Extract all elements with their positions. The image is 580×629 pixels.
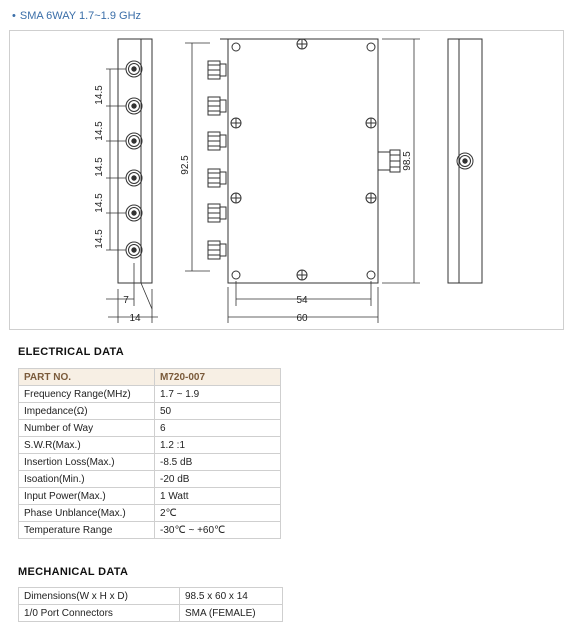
top-view-body: [220, 39, 378, 283]
row-value: 98.5 x 60 x 14: [180, 588, 283, 605]
height-label: 98.5: [402, 151, 413, 171]
hole-span-label: 54: [296, 295, 308, 306]
pitch-label-4: 14.5: [94, 193, 105, 213]
bullet-icon: •: [12, 10, 16, 22]
part-no-value: M720-007: [155, 369, 281, 386]
table-row: [19, 420, 281, 437]
row-label: Frequency Range(MHz): [19, 386, 155, 403]
table-row: [19, 437, 281, 454]
row-label: S.W.R(Max.): [19, 437, 155, 454]
row-value: 50: [155, 403, 281, 420]
row-value: -20 dB: [155, 471, 281, 488]
row-value: 1.7 ~ 1.9: [155, 386, 281, 403]
mechanical-data-title: MECHANICAL DATA: [18, 566, 129, 578]
table-row: [19, 522, 281, 539]
page-title: [12, 10, 141, 22]
pitch-label-1: 14.5: [94, 85, 105, 105]
port-span-label: 92.5: [180, 155, 191, 175]
side-view-right: [448, 39, 482, 283]
row-value: -30℃ ~ +60℃: [155, 522, 281, 539]
row-label: Phase Unblance(Max.): [19, 505, 155, 522]
row-value: 1.2 :1: [155, 437, 281, 454]
mechanical-table: [18, 587, 283, 622]
table-row: [19, 488, 281, 505]
electrical-table: [18, 368, 281, 539]
row-value: 6: [155, 420, 281, 437]
table-row: [19, 454, 281, 471]
row-value: -8.5 dB: [155, 454, 281, 471]
row-label: Temperature Range: [19, 522, 155, 539]
row-value: 2℃: [155, 505, 281, 522]
connector-offset-label: 7: [123, 295, 129, 306]
electrical-data-title: ELECTRICAL DATA: [18, 346, 124, 358]
mechanical-drawing: [10, 31, 563, 329]
row-label: Dimensions(W x H x D): [19, 588, 180, 605]
table-row: [19, 386, 281, 403]
side-width-label: 14: [129, 313, 141, 324]
table-row: [19, 588, 283, 605]
table-row: [19, 471, 281, 488]
table-row: [19, 505, 281, 522]
table-header-row: [19, 369, 281, 386]
row-label: Number of Way: [19, 420, 155, 437]
pitch-label-5: 14.5: [94, 229, 105, 249]
row-label: 1/0 Port Connectors: [19, 605, 180, 622]
table-row: [19, 403, 281, 420]
row-label: Impedance(Ω): [19, 403, 155, 420]
output-ports: [208, 61, 226, 259]
page-title-text: SMA 6WAY 1.7~1.9 GHz: [19, 10, 142, 22]
pitch-label-2: 14.5: [94, 121, 105, 141]
drawing-panel: [9, 30, 564, 330]
row-label: Isoation(Min.): [19, 471, 155, 488]
table-row: [19, 605, 283, 622]
pitch-label-3: 14.5: [94, 157, 105, 177]
row-value: 1 Watt: [155, 488, 281, 505]
part-no-label: PART NO.: [19, 369, 155, 386]
width-label: 60: [296, 313, 308, 324]
row-value: SMA (FEMALE): [180, 605, 283, 622]
row-label: Insertion Loss(Max.): [19, 454, 155, 471]
input-port: [378, 150, 400, 172]
side-view-left: [118, 39, 152, 309]
row-label: Input Power(Max.): [19, 488, 155, 505]
